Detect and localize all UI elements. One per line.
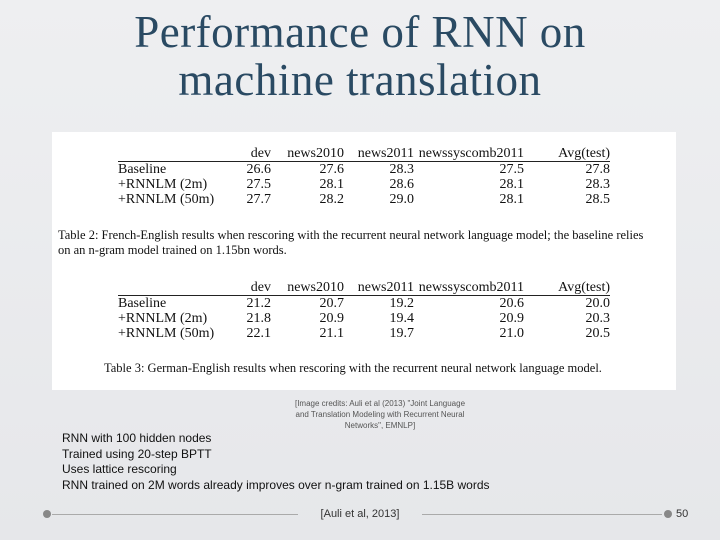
table-cell: 20.6 [499, 296, 524, 311]
table-cell: +RNNLM (2m) [118, 177, 208, 192]
table-header-cell: newssyscomb2011 [414, 280, 524, 296]
image-credits [280, 398, 480, 431]
table-cell: 28.6 [389, 177, 414, 192]
title-line-2: machine translation [178, 55, 542, 105]
table-cell: 28.3 [585, 177, 610, 192]
table-row [118, 311, 610, 326]
table-header-cell: news2011 [344, 280, 414, 296]
table-cell: +RNNLM (2m) [118, 311, 208, 326]
table-cell: 20.0 [585, 296, 610, 311]
table-header-cell: Avg(test) [524, 280, 610, 296]
list-item: Trained using 20-step BPTT [62, 446, 212, 461]
table-header-cell: news2010 [271, 280, 344, 296]
bullet-list [62, 431, 490, 493]
table-french-english [118, 146, 610, 207]
title-line-1: Performance of RNN on [134, 7, 586, 57]
table-cell: +RNNLM (50m) [118, 192, 215, 207]
table-row [118, 177, 610, 192]
table-header-cell: news2010 [271, 146, 344, 162]
footer-dot-left [43, 510, 51, 518]
list-item: RNN trained on 2M words already improves over n-gram trained on 1.15B words [62, 477, 490, 492]
table-cell: 27.6 [319, 162, 344, 177]
table-cell: 20.9 [499, 311, 524, 326]
table-header-cell: Avg(test) [524, 146, 610, 162]
table-cell: 27.5 [499, 162, 524, 177]
table-row [118, 192, 610, 207]
table-cell: 21.0 [499, 326, 524, 341]
footer-rule-right [422, 514, 662, 515]
table-cell: 20.7 [319, 296, 344, 311]
page-number: 50 [676, 508, 689, 520]
table-cell: 27.7 [246, 192, 271, 207]
table-2-caption [58, 228, 643, 258]
list-item: Uses lattice rescoring [62, 462, 177, 476]
table-cell: Baseline [118, 296, 167, 311]
table-cell: 22.1 [246, 326, 271, 341]
table-cell: 29.0 [389, 192, 414, 207]
results-image [52, 132, 676, 390]
table-row [118, 162, 610, 178]
list-item: RNN with 100 hidden nodes [62, 431, 212, 445]
table-header-cell: news2011 [344, 146, 414, 162]
footer-citation: [Auli et al, 2013] [320, 508, 400, 520]
caption-line: Table 2: French-English results when rescoring with the recurrent neural network language model; the baseline relies [58, 228, 644, 242]
table-cell: Baseline [118, 162, 167, 177]
credits-line: and Translation Modeling with Recurrent Neural [295, 410, 465, 419]
table-header-cell: dev [231, 146, 271, 162]
table-cell: 28.2 [319, 192, 344, 207]
table-row [118, 326, 610, 341]
table-cell: 20.5 [585, 326, 610, 341]
table-cell: 28.1 [499, 177, 524, 192]
footer-rule-left [52, 514, 298, 515]
table-cell: 28.1 [499, 192, 524, 207]
table-cell: 19.4 [389, 311, 414, 326]
table-header-cell: dev [231, 280, 271, 296]
table-header-cell [118, 146, 231, 162]
table-header-cell [118, 280, 231, 296]
credits-line: [Image credits: Auli et al (2013) "Joint Language [294, 399, 466, 408]
table-cell: 28.3 [389, 162, 414, 177]
table-cell: 27.5 [246, 177, 271, 192]
table-cell: 27.8 [585, 162, 610, 177]
table-german-english [118, 280, 610, 341]
table-header-cell: newssyscomb2011 [414, 146, 524, 162]
table-cell: 26.6 [246, 162, 271, 177]
table-cell: 28.5 [585, 192, 610, 207]
table-cell: 21.1 [319, 326, 344, 341]
slide-title [20, 8, 700, 104]
table-cell: 19.2 [389, 296, 414, 311]
footer-dot-right [664, 510, 672, 518]
table-cell: +RNNLM (50m) [118, 326, 215, 341]
table-cell: 21.2 [246, 296, 271, 311]
caption-line: on an n-gram model trained on 1.15bn words. [58, 243, 287, 257]
credits-line: Networks", EMNLP] [344, 421, 416, 430]
table-3-caption: Table 3: German-English results when rescoring with the recurrent neural network language model. [104, 361, 602, 375]
table-cell: 21.8 [246, 311, 271, 326]
table-cell: 28.1 [319, 177, 344, 192]
table-row [118, 296, 610, 312]
table-cell: 20.3 [585, 311, 610, 326]
table-cell: 19.7 [389, 326, 414, 341]
table-cell: 20.9 [319, 311, 344, 326]
